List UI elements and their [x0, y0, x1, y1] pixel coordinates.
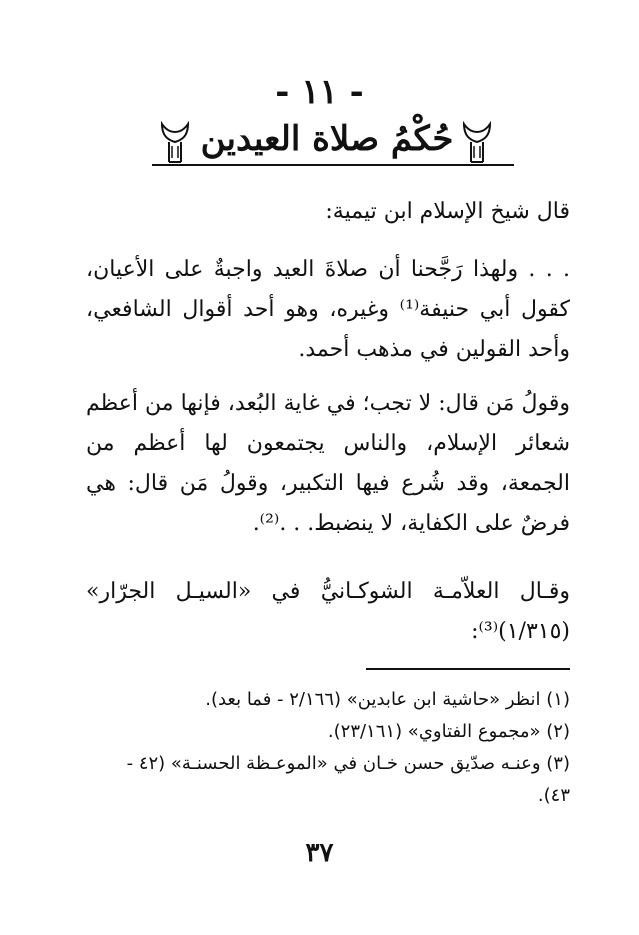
footnote-2: (٢) «مجموع الفتاوي» (٢٣/١٦١). [327, 721, 570, 742]
shawkani-paragraph: وقـال العلاّمـة الشوكـانيُّ في «السيـل الجرّار» (١/٣١٥)⁽³⁾: [86, 579, 570, 644]
footnote-3: (٣) وعنـه صدّيق حسن خـان في «الموعـظة الحسنـة» (٤٢ - ٤٣). [126, 753, 570, 806]
footnotes [100, 684, 570, 812]
intro-line: قال شيخ الإسلام ابن تيمية: [325, 199, 570, 224]
quote-paragraph-2: وقولُ مَن قال: لا تجب؛ في غاية البُعد، فإنها من أعظم شعائر الإسلام، والناس يجتمعون لها أعظم من الجمعة، وقد شُرع فيها التكبير، وقولُ مَن قال: هي فرضٌ على الكفاية، لا ينضبط. . .⁽²⁾. [86, 391, 570, 536]
chapter-number: - ١١ - [275, 72, 364, 112]
page-number: ٣٧ [305, 838, 334, 868]
footnote-1: (١) انظر «حاشية ابن عابدين» (٢/١٦٦ - فما بعد). [205, 689, 570, 710]
lotus-ornament-icon [158, 118, 192, 166]
quote-paragraph-1: . . . ولهذا رَجَّحنا أن صلاةَ العيد واجبةٌ على الأعيان، كقول أبي حنيفة⁽¹⁾ وغيره، وهو أحد أقوال الشافعي، وأحد القولين في مذهب أحمد. [86, 257, 571, 362]
lotus-ornament-icon [460, 118, 494, 166]
chapter-title: حُكْمُ صلاة العيدين [200, 119, 454, 159]
footnote-separator [366, 668, 570, 670]
